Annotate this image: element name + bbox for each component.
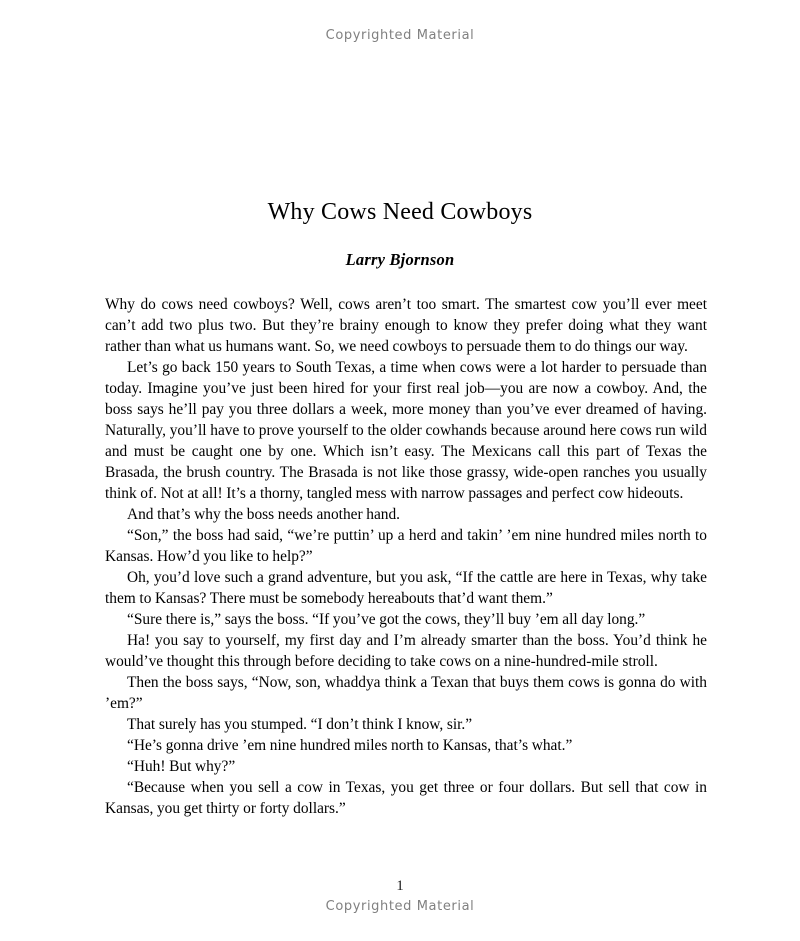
copyright-watermark-bottom: Copyrighted Material (325, 899, 475, 914)
body-paragraph: Ha! you say to yourself, my first day and I’m already smarter than the boss. You’d think he would’ve thought this through before deciding to take cows on a nine-hundred-mile stroll. (105, 632, 707, 670)
body-paragraph: “Because when you sell a cow in Texas, you get three or four dollars. But sell that cow in Kansas, you get thirty or forty dollars.” (105, 779, 707, 817)
body-paragraph: “Son,” the boss had said, “we’re puttin’ up a herd and takin’ ’em nine hundred miles north to Kansas. How’d you like to help?” (105, 527, 707, 565)
page-number: 1 (396, 878, 404, 894)
body-paragraph: “He’s gonna drive ’em nine hundred miles north to Kansas, that’s what.” (127, 737, 573, 754)
chapter-author: Larry Bjornson (345, 250, 455, 269)
body-paragraph: That surely has you stumped. “I don’t think I know, sir.” (127, 716, 473, 733)
chapter-body (105, 294, 707, 819)
body-paragraph: Why do cows need cowboys? Well, cows aren’t too smart. The smartest cow you’ll ever meet can’t add two plus two. But they’re brainy enough to know they prefer doing what they want rather than what us humans want. So, we need cowboys to persuade them to do things our way. (105, 296, 707, 355)
chapter-title: Why Cows Need Cowboys (267, 199, 533, 226)
body-paragraph: And that’s why the boss needs another hand. (127, 506, 401, 523)
body-paragraph: Let’s go back 150 years to South Texas, a time when cows were a lot harder to persuade than today. Imagine you’ve just been hired for your first real job—you are now a cowboy. And, the boss says he’ll pay you three dollars a week, more money than you’ve ever dreamed of having. Naturally, you’ll have to prove yourself to the older cowhands because around here cows run wild and must be caught one by one. Which isn’t easy. The Mexicans call this part of Texas the Brasada, the brush country. The Brasada is not like those grassy, wide-open ranches you usually think of. Not at all! It’s a thorny, tangled mess with narrow passages and perfect cow hideouts. (105, 359, 707, 502)
body-paragraph: Oh, you’d love such a grand adventure, but you ask, “If the cattle are here in Texas, why take them to Kansas? There must be somebody hereabouts that’d want them.” (105, 569, 707, 607)
body-paragraph: “Huh! But why?” (127, 758, 236, 775)
body-paragraph: “Sure there is,” says the boss. “If you’ve got the cows, they’ll buy ’em all day long.” (127, 611, 646, 628)
copyright-watermark-top: Copyrighted Material (325, 28, 475, 43)
body-paragraph: Then the boss says, “Now, son, whaddya think a Texan that buys them cows is gonna do with ’em?” (105, 674, 707, 712)
